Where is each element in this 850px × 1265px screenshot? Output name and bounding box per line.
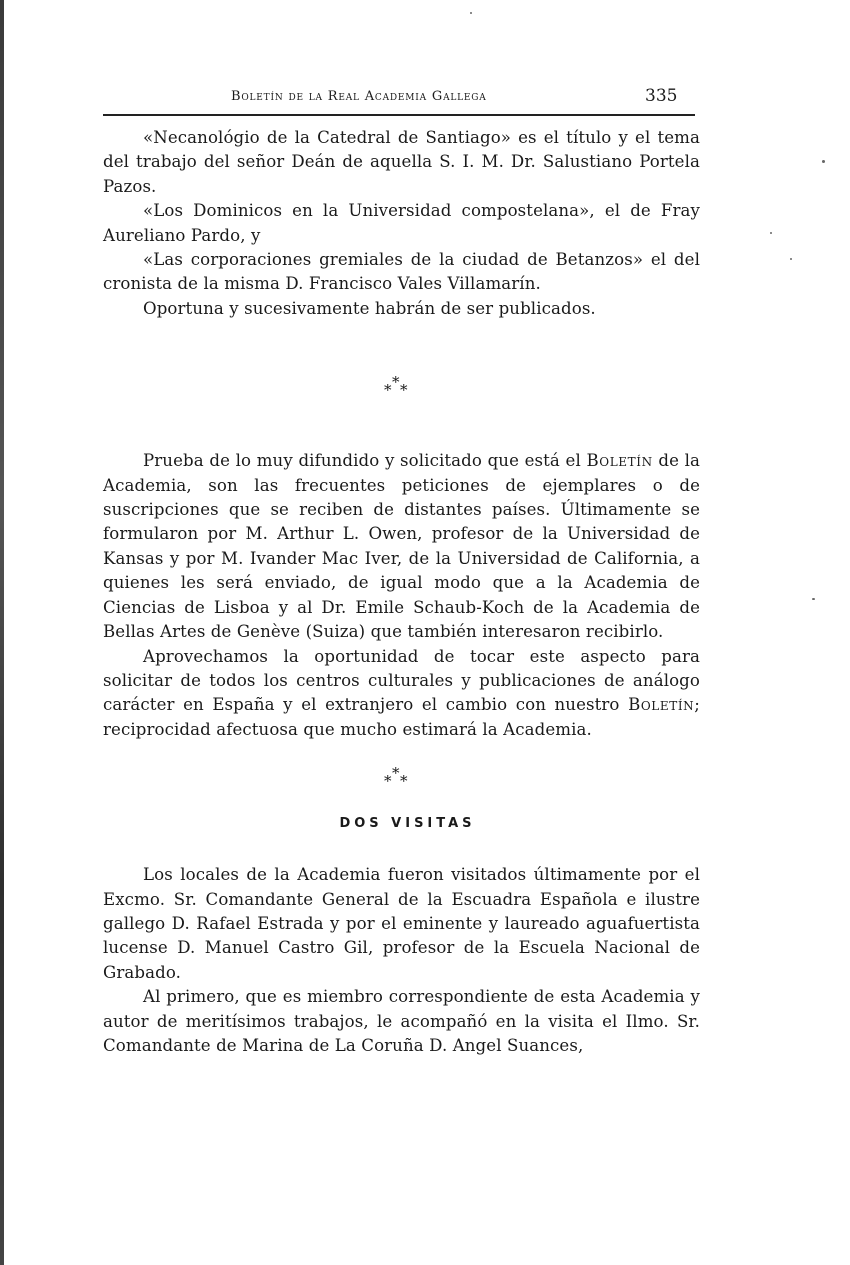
scan-speck bbox=[770, 232, 772, 234]
book-page bbox=[103, 86, 700, 1058]
paragraph-necrologio: «Necanológio de la Catedral de Santiago» es el título y el tema del trabajo del señor Deán de aquella S. I. M. Dr. Salustiano Portela Pazos. bbox=[103, 128, 700, 196]
boletin-smallcaps: Boletín bbox=[586, 451, 653, 471]
asterism-star: * bbox=[400, 772, 408, 791]
asterism bbox=[379, 373, 419, 400]
boletin-smallcaps: Boletín bbox=[628, 695, 695, 715]
section-separator bbox=[103, 742, 700, 802]
asterism-star: * bbox=[384, 381, 392, 400]
scan-left-edge bbox=[0, 0, 4, 1265]
paragraph-locales: Los locales de la Academia fueron visitados últimamente por el Excmo. Sr. Comandante General de la Escuadra Española e ilustre gallego D. Rafael Estrada y por el eminente y laureado aguafuertista lucense D. Manuel Castro Gil, profesor de la Escuela Nacional de Grabado. bbox=[103, 865, 700, 982]
paragraph-al-primero: Al primero, que es miembro correspondiente de esta Academia y autor de meritísimos trabajos, le acompañó en la visita el Ilmo. Sr. Comandante de Marina de La Coruña D. Angel Suances, bbox=[103, 987, 700, 1055]
paragraph-oportuna: Oportuna y sucesivamente habrán de ser publicados. bbox=[143, 298, 596, 318]
section-title: DOS VISITAS bbox=[339, 816, 476, 832]
scan-speck bbox=[822, 160, 825, 163]
asterism-star: * bbox=[392, 373, 400, 392]
asterism-star: * bbox=[384, 772, 392, 791]
asterism-star: * bbox=[392, 764, 400, 783]
paragraph-prueba bbox=[103, 449, 700, 644]
text-run: Aprovechamos la oportunidad de tocar este aspecto para solicitar de todos los centros culturales y publicaciones de análogo carácter en España y el extranjero el cambio con nuestro bbox=[103, 646, 700, 715]
text-run: de la Academia, son las frecuentes peticiones de ejemplares o de suscripciones que se reciben de distantes países. Últimamente se formularon por M. Arthur L. Owen, profesor de la Universidad de Kansas y por M. Ivander Mac Iver, de la Universidad de California, a quienes les será enviado, de igual modo que a la Academia de Ciencias de Lisboa y al Dr. Emile Schaub-Koch de la Academia de Bellas Artes de Genève (Suiza) que también interesaron recibirlo. bbox=[103, 451, 701, 642]
text-run: Prueba de lo muy difundido y solicitado que está el bbox=[143, 451, 581, 471]
page-header bbox=[103, 86, 700, 114]
header-rule bbox=[103, 114, 695, 116]
text-run: ; reciprocidad afectuosa que mucho estimará la Academia. bbox=[103, 695, 700, 739]
scan-speck bbox=[470, 12, 472, 14]
asterism-star: * bbox=[400, 381, 408, 400]
scan-speck bbox=[790, 258, 792, 260]
running-title: Boletín de la Real Academia Gallega bbox=[231, 89, 487, 104]
body-text bbox=[103, 126, 700, 1058]
paragraph-aprovechamos bbox=[103, 645, 700, 743]
paragraph-dominicos: «Los Dominicos en la Universidad compostelana», el de Fray Aureliano Pardo, y bbox=[103, 201, 700, 245]
section-separator bbox=[103, 321, 700, 449]
asterism bbox=[379, 764, 419, 791]
scan-speck bbox=[812, 598, 815, 600]
page-number: 335 bbox=[645, 86, 678, 106]
paragraph-corporaciones: «Las corporaciones gremiales de la ciudad de Betanzos» el del cronista de la misma D. Francisco Vales Villamarín. bbox=[103, 250, 700, 294]
